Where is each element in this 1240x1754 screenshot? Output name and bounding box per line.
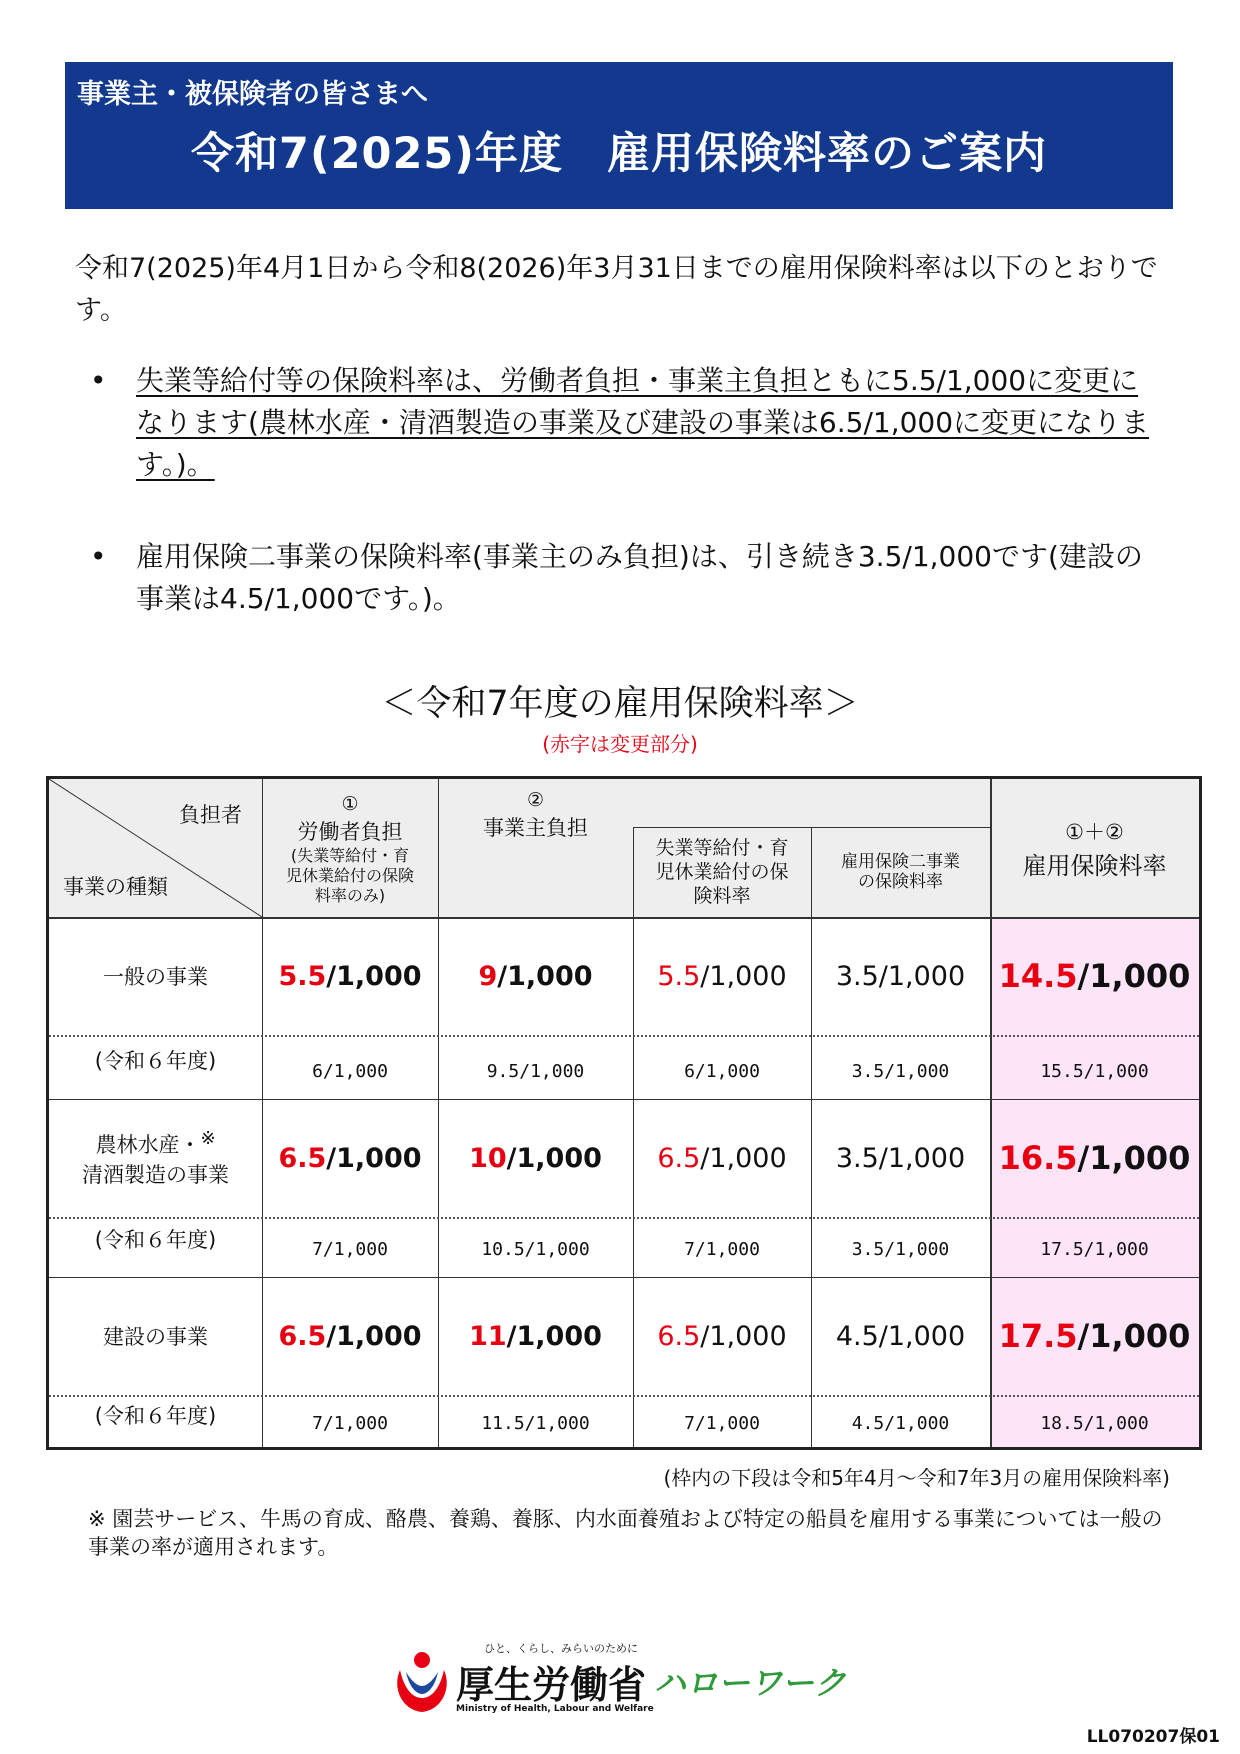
header-total-label: 雇用保険料率 bbox=[1022, 851, 1167, 880]
grid-line bbox=[49, 1395, 1199, 1397]
row-construction-two: 4.5/1,000 bbox=[835, 1320, 966, 1352]
header-worker-label: 労働者負担 bbox=[297, 820, 403, 844]
header-payer: 負担者 bbox=[179, 803, 242, 827]
logo-ministry-en: Ministry of Health, Labour and Welfare bbox=[456, 1704, 654, 1714]
row-agriculture-prev-employer: 10.5/1,000 bbox=[481, 1238, 590, 1260]
banner-title: 令和7(2025)年度 雇用保険料率のご案内 bbox=[191, 129, 1047, 179]
header-total-num: ①＋② bbox=[1065, 819, 1124, 844]
row-type-general: 一般の事業 bbox=[103, 965, 208, 989]
grid-line bbox=[262, 779, 263, 1447]
bullet-mark: • bbox=[90, 364, 107, 397]
table-note: (赤字は変更部分) bbox=[542, 732, 698, 756]
row-construction-unemployment: 6.5 /1,000 bbox=[657, 1320, 787, 1352]
row-general-worker: 5.5 /1,000 bbox=[278, 960, 422, 992]
header-employer bbox=[438, 785, 633, 845]
row-agriculture-prev-worker: 7/1,000 bbox=[312, 1238, 388, 1260]
row-general-prev-worker: 6/1,000 bbox=[312, 1060, 388, 1082]
row-general-prev-unemployment: 6/1,000 bbox=[684, 1060, 760, 1082]
header-worker-sub: (失業等給付・育児休業給付の保険料率のみ) bbox=[285, 846, 414, 905]
row-type-agriculture: 農林水産・※ 清酒製造の事業 bbox=[82, 1127, 229, 1187]
row-general-prev-total: 15.5/1,000 bbox=[1040, 1060, 1149, 1082]
row-general-prev-label: (令和６年度) bbox=[94, 1049, 217, 1073]
row-general-prev-two: 3.5/1,000 bbox=[851, 1060, 950, 1082]
table-footnote: (枠内の下段は令和5年4月～令和7年3月の雇用保険料率) bbox=[663, 1466, 1170, 1490]
logo-hellowork: ハローワーク bbox=[654, 1664, 847, 1702]
header-banner bbox=[65, 62, 1173, 209]
row-general-two: 3.5/1,000 bbox=[835, 960, 966, 992]
row-construction-prev-worker: 7/1,000 bbox=[312, 1412, 388, 1434]
row-agriculture-total: 16.5 /1,000 bbox=[998, 1139, 1191, 1177]
rate-table bbox=[46, 776, 1202, 1450]
bullet-mark: • bbox=[90, 540, 107, 573]
row-general-unemployment: 5.5 /1,000 bbox=[657, 960, 787, 992]
table-title: ＜令和7年度の雇用保険料率＞ bbox=[381, 684, 859, 724]
grid-line bbox=[49, 1277, 1199, 1278]
row-agriculture-two: 3.5/1,000 bbox=[835, 1142, 966, 1174]
header-worker bbox=[262, 785, 438, 913]
grid-line bbox=[990, 779, 992, 1447]
row-construction-total: 17.5 /1,000 bbox=[998, 1317, 1191, 1355]
logo-ministry: 厚生労働省 bbox=[456, 1663, 647, 1707]
banner-subtitle: 事業主・被保険者の皆さまへ bbox=[77, 79, 428, 110]
row-construction-employer: 11 /1,000 bbox=[469, 1320, 602, 1352]
note-asterisk: ※ 園芸サービス、牛馬の育成、酪農、養鶏、養豚、内水面養殖および特定の船員を雇用する事業については一般の事業の率が適用されます。 bbox=[88, 1507, 1163, 1559]
row-general-employer: 9 /1,000 bbox=[478, 960, 593, 992]
header-employer-num: ② bbox=[526, 789, 545, 811]
row-agriculture-unemployment: 6.5 /1,000 bbox=[657, 1142, 787, 1174]
row-type-construction: 建設の事業 bbox=[103, 1325, 208, 1349]
bullet-text: 雇用保険二事業の保険料率(事業主のみ負担)は、引き続き3.5/1,000です(建設の事業は4.5/1,000です。)。 bbox=[136, 540, 1143, 615]
grid-line bbox=[633, 827, 990, 828]
grid-line bbox=[633, 827, 634, 1447]
row-construction-prev-two: 4.5/1,000 bbox=[851, 1412, 950, 1434]
ministry-logo bbox=[392, 1640, 862, 1720]
row-agriculture-employer: 10 /1,000 bbox=[469, 1142, 602, 1174]
row-agriculture-prev-label: (令和６年度) bbox=[94, 1228, 217, 1252]
grid-line bbox=[49, 1035, 1199, 1037]
intro-text: 令和7(2025)年4月1日から令和8(2026)年3月31日までの雇用保険料率は以下のとおりです。 bbox=[75, 253, 1158, 326]
row-construction-prev-unemployment: 7/1,000 bbox=[684, 1412, 760, 1434]
header-total bbox=[990, 779, 1199, 917]
grid-line bbox=[49, 1217, 1199, 1219]
row-agriculture-prev-unemployment: 7/1,000 bbox=[684, 1238, 760, 1260]
grid-line bbox=[49, 1099, 1199, 1100]
header-worker-num: ① bbox=[341, 793, 359, 815]
document-code: LL070207保01 bbox=[1086, 1727, 1220, 1747]
row-construction-prev-total: 18.5/1,000 bbox=[1040, 1412, 1149, 1434]
row-construction-prev-label: (令和６年度) bbox=[94, 1404, 217, 1428]
header-business-type: 事業の種類 bbox=[63, 875, 168, 899]
logo-tagline: ひと、くらし、みらいのために bbox=[484, 1642, 638, 1655]
header-employer-unemployment: 失業等給付・育児休業給付の保険料率 bbox=[655, 837, 789, 907]
row-construction-worker: 6.5 /1,000 bbox=[278, 1320, 422, 1352]
row-construction-prev-employer: 11.5/1,000 bbox=[481, 1412, 590, 1434]
row-general-prev-employer: 9.5/1,000 bbox=[486, 1060, 585, 1082]
row-agriculture-worker: 6.5 /1,000 bbox=[278, 1142, 422, 1174]
grid-line bbox=[438, 779, 439, 1447]
row-agriculture-prev-total: 17.5/1,000 bbox=[1040, 1238, 1149, 1260]
header-employer-two: 雇用保険二事業の保険料率 bbox=[841, 852, 960, 892]
row-agriculture-prev-two: 3.5/1,000 bbox=[851, 1238, 950, 1260]
grid-line bbox=[49, 917, 1199, 919]
bullet-text: 失業等給付等の保険料率は、労働者負担・事業主負担ともに5.5/1,000に変更になります(農林水産・清酒製造の事業及び建設の事業は6.5/1,000に変更になります。)。 bbox=[136, 364, 1150, 481]
header-employer-label: 事業主負担 bbox=[483, 816, 588, 840]
ministry-emblem-icon bbox=[392, 1648, 452, 1714]
row-general-total: 14.5 /1,000 bbox=[998, 957, 1191, 995]
grid-line bbox=[811, 827, 812, 1447]
